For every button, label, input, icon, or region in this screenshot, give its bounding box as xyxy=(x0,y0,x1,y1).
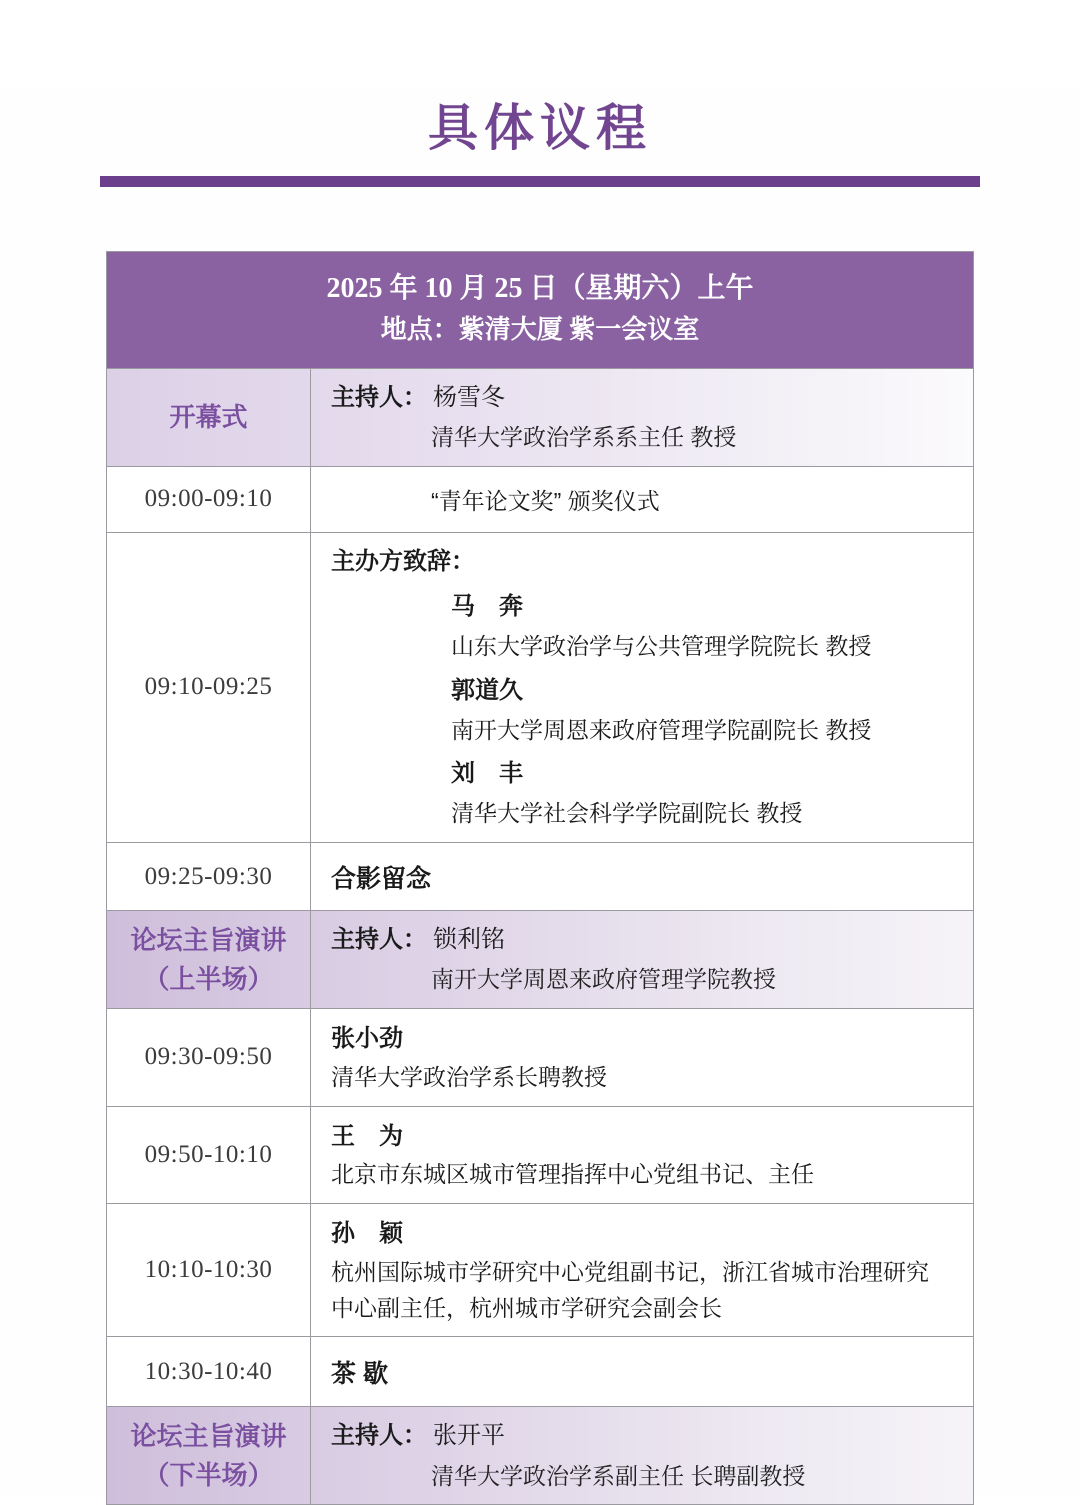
time-cell xyxy=(107,533,311,842)
speaker-name: 马 奔 xyxy=(451,593,523,621)
speaker-affiliation: 清华大学政治学系长聘教授 xyxy=(331,1064,607,1091)
title-rule xyxy=(100,176,980,187)
time-range: 09:30-09:50 xyxy=(144,1043,273,1071)
page-title: 具体议程 xyxy=(428,100,652,156)
speaker-item xyxy=(451,665,949,749)
host-name: 锁利铭 xyxy=(433,926,505,954)
host-line xyxy=(331,379,949,417)
agenda-row-photo xyxy=(107,842,973,910)
agenda-row-talk2 xyxy=(107,1106,973,1203)
event-text: “青年论文奖” 颁奖仪式 xyxy=(431,487,660,514)
content-cell xyxy=(311,1337,973,1406)
session-cell xyxy=(107,369,311,466)
content-cell xyxy=(311,911,973,1008)
host-name: 张开平 xyxy=(433,1422,505,1450)
agenda-row-opening xyxy=(107,368,973,466)
time-range: 10:10-10:30 xyxy=(144,1256,273,1284)
event-text: 茶 歇 xyxy=(331,1359,388,1388)
host-label: 主持人： xyxy=(331,926,427,954)
session-cell xyxy=(107,911,311,1008)
time-range: 10:30-10:40 xyxy=(144,1357,273,1385)
speaker-name: 王 为 xyxy=(331,1122,403,1150)
agenda-row-award xyxy=(107,466,973,532)
speaker-affiliation: 清华大学社会科学学院副院长 教授 xyxy=(451,800,803,827)
session-label-line2: （上半场） xyxy=(143,963,274,994)
content-cell xyxy=(311,1009,973,1105)
time-range: 09:25-09:30 xyxy=(144,862,273,890)
agenda-row-speeches xyxy=(107,532,973,842)
content-cell xyxy=(311,533,973,842)
host-line xyxy=(331,921,949,959)
agenda-row-talk3 xyxy=(107,1203,973,1336)
speaker-name: 刘 丰 xyxy=(451,760,523,788)
speeches-heading: 主办方致辞： xyxy=(331,547,475,575)
speaker-affiliation: 山东大学政治学与公共管理学院院长 教授 xyxy=(451,633,872,660)
time-cell xyxy=(107,1107,311,1203)
time-range: 09:00-09:10 xyxy=(144,485,273,513)
header-date: 2025 年 10 月 25 日（星期六）上午 xyxy=(326,273,754,304)
speaker-affiliation: 北京市东城区城市管理指挥中心党组书记、主任 xyxy=(331,1161,814,1188)
agenda-table xyxy=(106,251,974,1505)
speaker-affiliation: 杭州国际城市学研究中心党组副书记，浙江省城市治理研究中心副主任，杭州城市学研究会副会长 xyxy=(331,1258,929,1321)
agenda-header xyxy=(107,252,973,368)
session-cell xyxy=(107,1407,311,1504)
host-name: 杨雪冬 xyxy=(433,383,505,411)
session-label-line1: 论坛主旨演讲 xyxy=(130,1420,287,1451)
session-label-line2: （下半场） xyxy=(143,1459,274,1490)
agenda-row-talk1 xyxy=(107,1008,973,1105)
agenda-row-keynote-first xyxy=(107,910,973,1008)
content-cell xyxy=(311,369,973,466)
agenda-row-keynote-second xyxy=(107,1406,973,1504)
host-affiliation: 清华大学政治学系系主任 教授 xyxy=(431,424,737,451)
speaker-name: 郭道久 xyxy=(451,676,523,704)
time-range: 09:10-09:25 xyxy=(144,673,273,701)
content-cell xyxy=(311,1204,973,1336)
host-label: 主持人： xyxy=(331,1422,427,1450)
content-cell xyxy=(311,843,973,910)
host-label: 主持人： xyxy=(331,383,427,411)
time-cell xyxy=(107,467,311,532)
speaker-name: 孙 颖 xyxy=(331,1220,403,1248)
time-range: 09:50-10:10 xyxy=(144,1140,273,1168)
speaker-item xyxy=(451,748,949,832)
host-affiliation: 清华大学政治学系副主任 长聘副教授 xyxy=(431,1462,806,1489)
time-cell xyxy=(107,1204,311,1336)
host-affiliation: 南开大学周恩来政府管理学院教授 xyxy=(431,966,776,993)
host-line xyxy=(331,1417,949,1455)
agenda-row-teabreak xyxy=(107,1336,973,1406)
time-cell xyxy=(107,1009,311,1105)
speaker-affiliation: 南开大学周恩来政府管理学院副院长 教授 xyxy=(451,716,872,743)
speaker-name: 张小劲 xyxy=(331,1025,403,1053)
session-label-line1: 论坛主旨演讲 xyxy=(130,924,287,955)
header-location: 地点：紫清大厦 紫一会议室 xyxy=(380,315,700,345)
event-text: 合影留念 xyxy=(331,864,432,893)
agenda-page xyxy=(0,88,1080,1495)
session-label: 开幕式 xyxy=(169,401,248,432)
content-cell xyxy=(311,1107,973,1203)
time-cell xyxy=(107,1337,311,1406)
content-cell xyxy=(311,467,973,532)
time-cell xyxy=(107,843,311,910)
speaker-item xyxy=(451,581,949,665)
content-cell xyxy=(311,1407,973,1504)
